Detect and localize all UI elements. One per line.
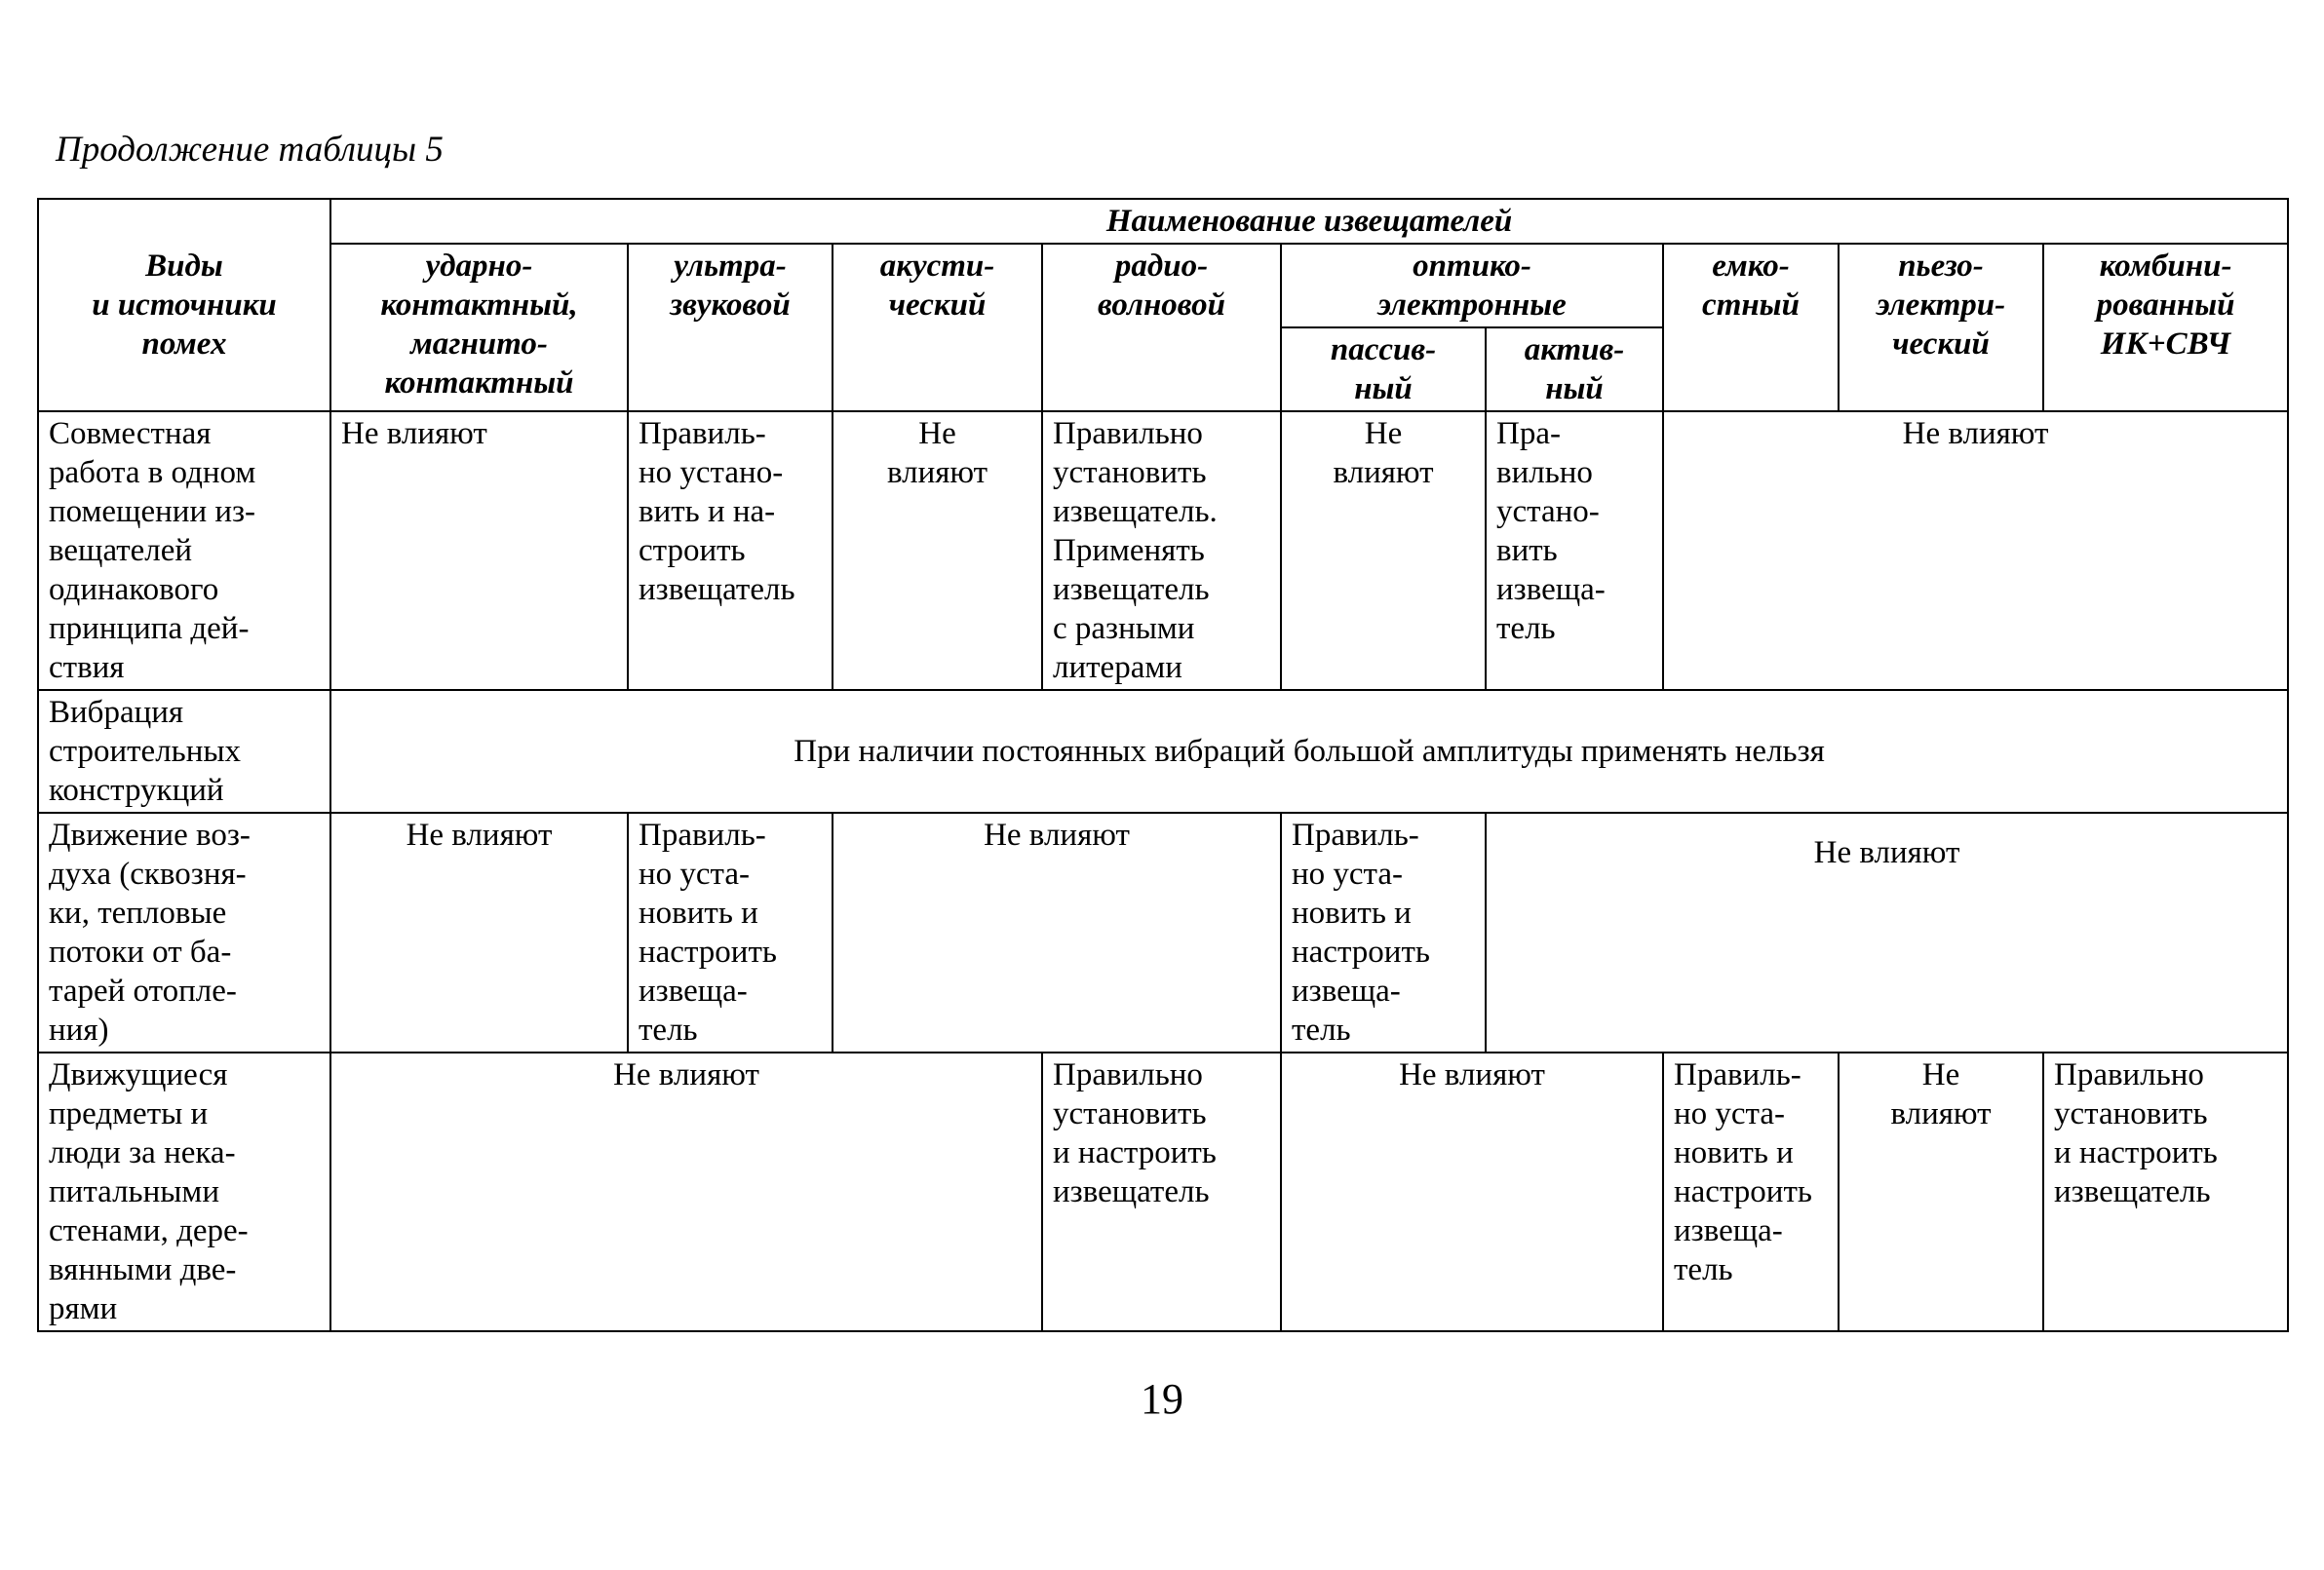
table-row (38, 813, 2288, 1053)
table-row (38, 411, 2288, 690)
table-cell: Не влияют (1486, 813, 2288, 1053)
table-cell: Правильно установить и настроить извещатель (2043, 1053, 2288, 1331)
header-active: актив- ный (1486, 327, 1663, 411)
table-cell: Не влияют (1281, 411, 1486, 690)
header-combined: комбини- рованный ИК+СВЧ (2043, 244, 2288, 411)
table-cell: Правильно установить и настроить извещатель (1042, 1053, 1281, 1331)
table-cell: Не влияют (1839, 1053, 2043, 1331)
table-row (38, 1053, 2288, 1331)
table-cell: Не влияют (1281, 1053, 1663, 1331)
table-cell: Не влияют (330, 813, 628, 1053)
table-cell: Пра- вильно устано- вить извеща- тель (1486, 411, 1663, 690)
table-cell: Правиль- но уста- новить и настроить извеща- тель (1663, 1053, 1839, 1331)
header-acoustic: акусти- ческий (833, 244, 1042, 411)
table-cell: Не влияют (833, 411, 1042, 690)
header-passive: пассив- ный (1281, 327, 1486, 411)
row-head: Вибрация строительных конструкций (38, 690, 330, 813)
table-cell: Правиль- но устано- вить и на- строить извещатель (628, 411, 833, 690)
row-head: Движущиеся предметы и люди за нека- питальными стенами, дере- вянными две- рями (38, 1053, 330, 1331)
header-detector-names: Наименование извещателей (330, 199, 2288, 244)
row-head: Движение воз- духа (сквозня- ки, тепловые потоки от ба- тарей отопле- ния) (38, 813, 330, 1053)
header-ultrasonic: ультра- звуковой (628, 244, 833, 411)
header-impact-contact: ударно- контактный, магнито- контактный (330, 244, 628, 411)
header-radiowave: радио- волновой (1042, 244, 1281, 411)
table-cell: Правильно установить извещатель. Применять извещатель с разными литерами (1042, 411, 1281, 690)
page-number: 19 (1141, 1375, 1183, 1423)
table-cell: Правиль- но уста- новить и настроить извеща- тель (628, 813, 833, 1053)
header-interference-types: Виды и источники помех (38, 199, 330, 411)
header-capacitive: емко- стный (1663, 244, 1839, 411)
row-head: Совместная работа в одном помещении из- вещателей одинакового принципа дей- ствия (38, 411, 330, 690)
table-cell: Не влияют (833, 813, 1281, 1053)
header-piezoelectric: пьезо- электри- ческий (1839, 244, 2043, 411)
table-cell: Не влияют (330, 1053, 1042, 1331)
table-row (38, 690, 2288, 813)
table-cell: Не влияют (1663, 411, 2288, 690)
table-cell: Правиль- но уста- новить и настроить извеща- тель (1281, 813, 1486, 1053)
table-cell: При наличии постоянных вибраций большой амплитуды применять нельзя (330, 690, 2288, 813)
header-optoelectronic: оптико- электронные (1281, 244, 1663, 327)
interference-table (37, 198, 2289, 1332)
table-caption: Продолжение таблицы 5 (56, 130, 444, 170)
table-cell: Не влияют (330, 411, 628, 690)
